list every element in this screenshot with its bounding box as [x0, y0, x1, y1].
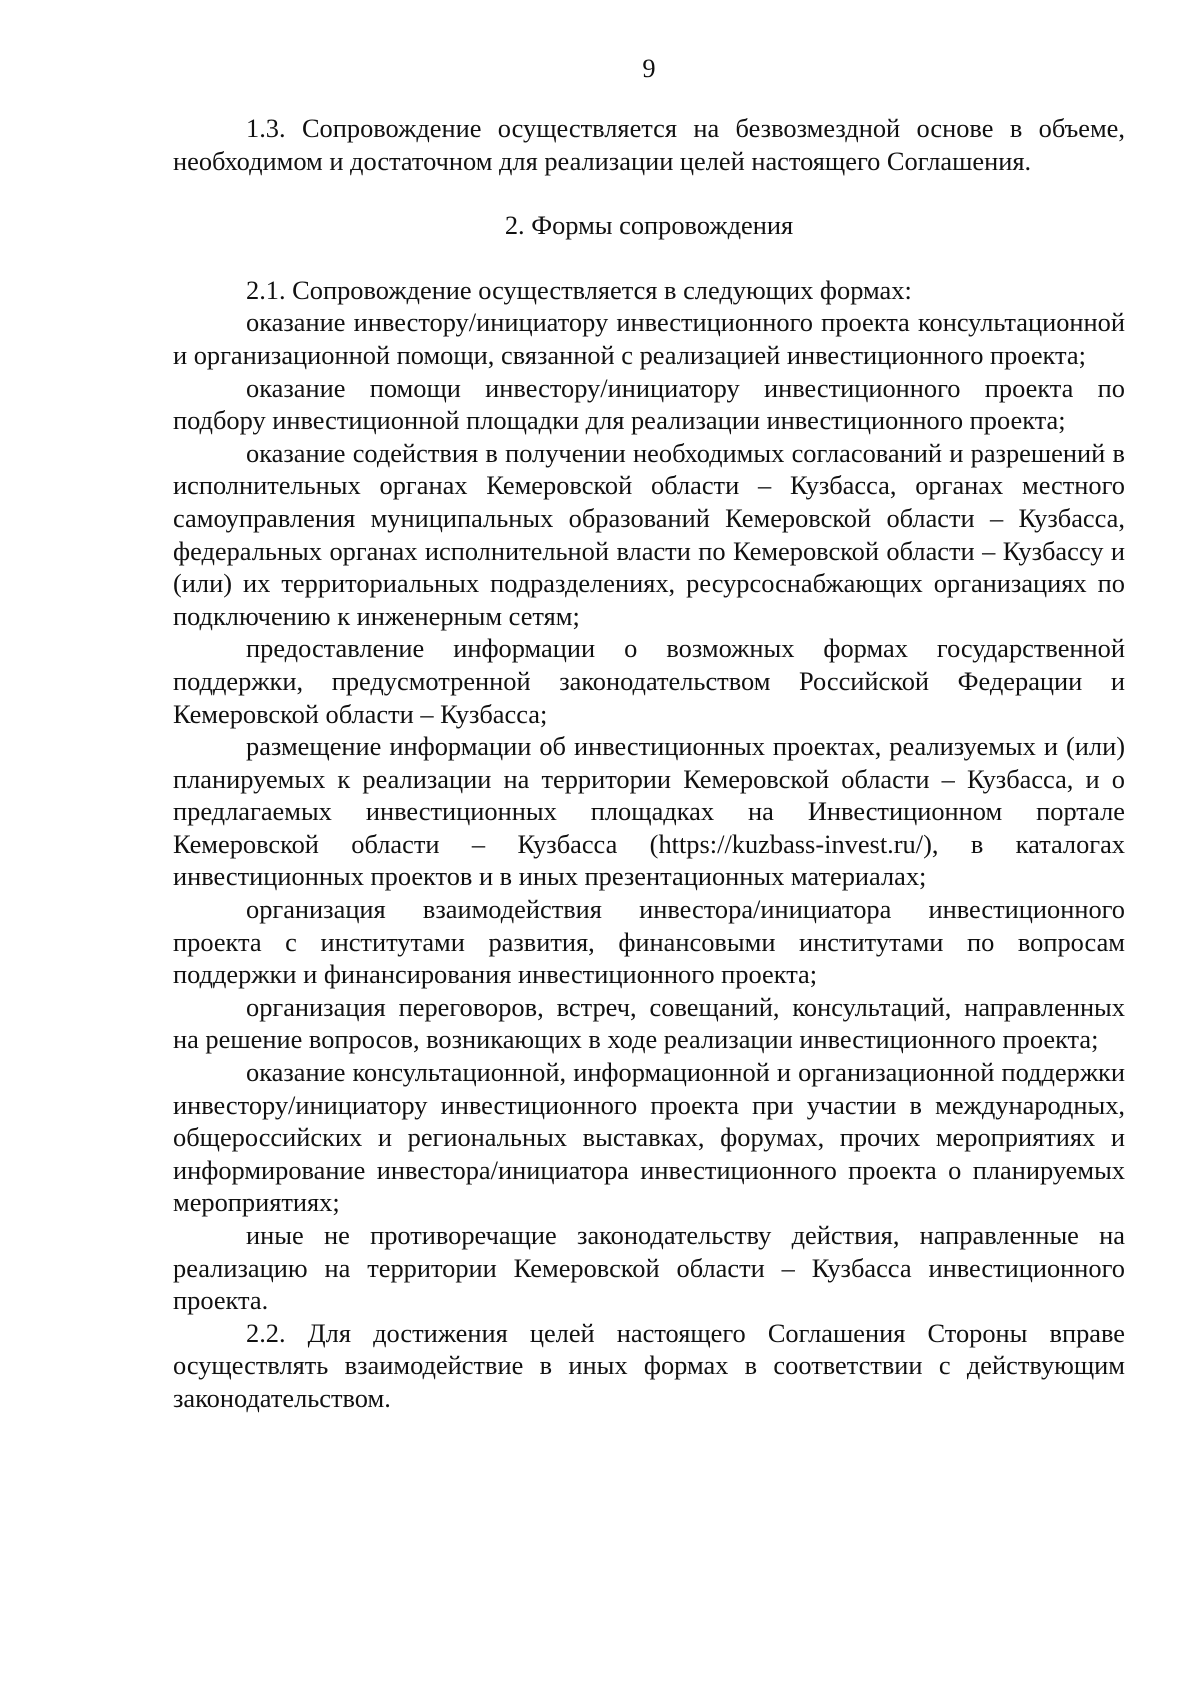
list-item: иные не противоречащие законодательству действия, направленные на реализацию на территории Кемеровской области – Кузбасса инвестиционного проекта.: [173, 1220, 1125, 1316]
page-number: 9: [642, 53, 656, 83]
section-heading: 2. Формы сопровождения: [504, 210, 794, 241]
paragraph-2-1-intro: 2.1. Сопровождение осуществляется в следующих формах:: [246, 274, 912, 305]
list-item: оказание содействия в получении необходимых согласований и разрешений в исполнительных органах Кемеровской области – Кузбасса, органах местного самоуправления муниципальных образований Кемеровской области – Кузбасса, федеральных органах исполнительной власти по Кемеровской области – Кузбассу и (или) их территориальных подразделениях, ресурсоснабжающих организациях по подключению к инженерным сетям;: [173, 437, 1125, 631]
list-item: оказание инвестору/инициатору инвестиционного проекта консультационной и организационной помощи, связанной с реализацией инвестиционного проекта;: [173, 307, 1125, 370]
list-item: организация переговоров, встреч, совещаний, консультаций, направленных на решение вопросов, возникающих в ходе реализации инвестиционного проекта;: [173, 991, 1125, 1055]
list-item: оказание консультационной, информационной и организационной поддержки инвестору/инициатору инвестиционного проекта при участии в международных, общероссийских и региональных выставках, форумах, прочих мероприятиях и информирование инвестора/инициатора инвестиционного проекта о планируемых мероприятиях;: [173, 1057, 1125, 1218]
paragraph-1-3: 1.3. Сопровождение осуществляется на безвозмездной основе в объеме, необходимом и достаточном для реализации целей настоящего Соглашения.: [173, 113, 1125, 176]
document-page: [173, 52, 1125, 1415]
list-item: размещение информации об инвестиционных проектах, реализуемых и (или) планируемых к реализации на территории Кемеровской области – Кузбасса, и о предлагаемых инвестиционных площадках на Инвестиционном портале Кемеровской области – Кузбасса (https://kuzbass-invest.ru/), в каталогах инвестиционных проектов и в иных презентационных материалах;: [173, 731, 1125, 892]
list-item: предоставление информации о возможных формах государственной поддержки, предусмотренной законодательством Российской Федерации и Кемеровской области – Кузбасса;: [173, 633, 1125, 729]
paragraph-2-2: 2.2. Для достижения целей настоящего Соглашения Стороны вправе осуществлять взаимодействие в иных формах в соответствии с действующим законодательством.: [173, 1317, 1125, 1413]
list-item: организация взаимодействия инвестора/инициатора инвестиционного проекта с институтами развития, финансовыми институтами по вопросам поддержки и финансирования инвестиционного проекта;: [173, 894, 1125, 990]
list-item: оказание помощи инвестору/инициатору инвестиционного проекта по подбору инвестиционной площадки для реализации инвестиционного проекта;: [173, 372, 1125, 436]
